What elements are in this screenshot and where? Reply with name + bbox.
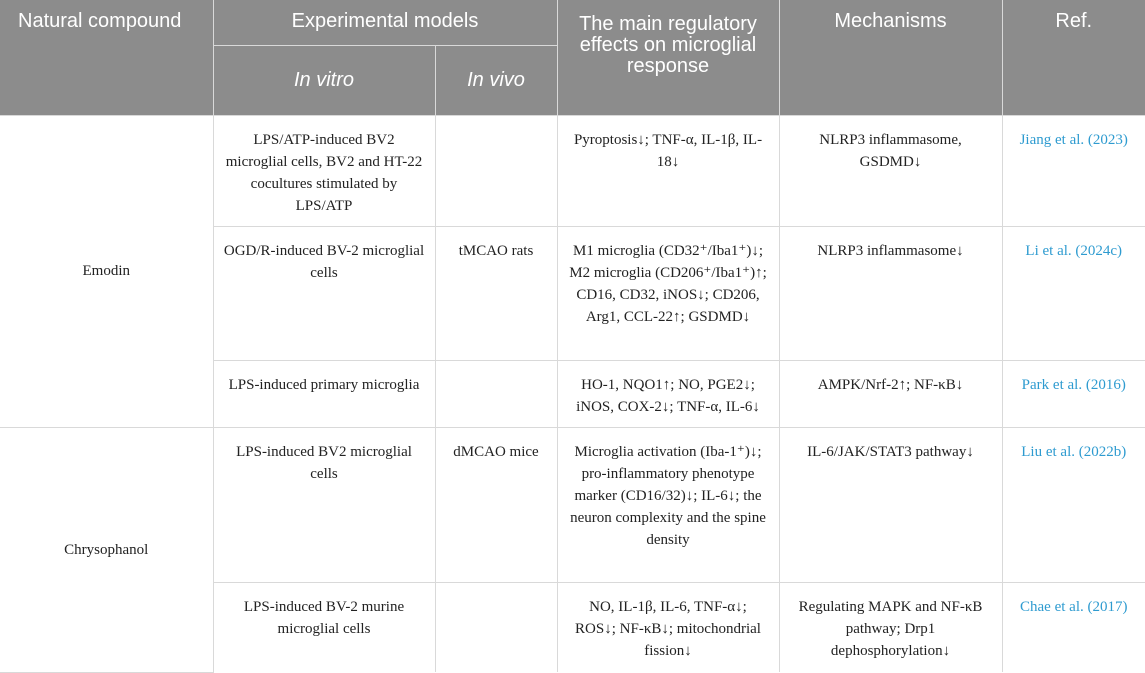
- in-vivo-cell: tMCAO rats: [435, 226, 557, 360]
- effects-cell: M1 microglia (CD32⁺/Iba1⁺)↓; M2 microglia (CD206⁺/Iba1⁺)↑; CD16, CD32, iNOS↓; CD206, Arg1, CCL-22↑; GSDMD↓: [557, 226, 779, 360]
- in-vitro-cell: OGD/R-induced BV-2 microglial cells: [213, 226, 435, 360]
- reference-link[interactable]: Liu et al. (2022b): [1002, 427, 1145, 582]
- reference-link[interactable]: Park et al. (2016): [1002, 360, 1145, 427]
- in-vitro-cell: LPS-induced BV-2 murine microglial cells: [213, 582, 435, 672]
- compound-name: Emodin: [0, 115, 213, 427]
- header-experimental-models: Experimental models: [213, 0, 557, 45]
- effects-cell: NO, IL-1β, IL-6, TNF-α↓; ROS↓; NF-κB↓; mitochondrial fission↓: [557, 582, 779, 672]
- header-in-vivo: In vivo: [435, 45, 557, 115]
- effects-cell: HO-1, NQO1↑; NO, PGE2↓; iNOS, COX-2↓; TNF-α, IL-6↓: [557, 360, 779, 427]
- header-main-effects: The main regulatory effects on microglial response: [557, 0, 779, 115]
- mechanisms-cell: IL-6/JAK/STAT3 pathway↓: [779, 427, 1002, 582]
- in-vitro-cell: LPS-induced BV2 microglial cells: [213, 427, 435, 582]
- in-vivo-cell: dMCAO mice: [435, 427, 557, 582]
- effects-cell: Pyroptosis↓; TNF-α, IL-1β, IL-18↓: [557, 115, 779, 226]
- reference-link[interactable]: Chae et al. (2017): [1020, 598, 1128, 615]
- header-ref: Ref.: [1002, 0, 1145, 115]
- table-row: [0, 115, 1145, 226]
- mechanisms-cell: NLRP3 inflammasome, GSDMD↓: [779, 115, 1002, 226]
- header-in-vitro: In vitro: [213, 45, 435, 115]
- reference-link[interactable]: Jiang et al. (2023): [1002, 115, 1145, 226]
- mechanisms-cell: NLRP3 inflammasome↓: [779, 226, 1002, 360]
- effects-cell: Microglia activation (Iba-1⁺)↓; pro-inflammatory phenotype marker (CD16/32)↓; IL-6↓; the neuron complexity and the spine density: [557, 427, 779, 582]
- in-vivo-cell: [435, 360, 557, 427]
- mechanisms-cell: AMPK/Nrf-2↑; NF-κB↓: [779, 360, 1002, 427]
- in-vitro-cell: LPS/ATP-induced BV2 microglial cells, BV2 and HT-22 cocultures stimulated by LPS/ATP: [213, 115, 435, 226]
- header-mechanisms: Mechanisms: [779, 0, 1002, 115]
- in-vitro-cell: LPS-induced primary microglia: [213, 360, 435, 427]
- table-row: [0, 427, 1145, 582]
- compound-name: Chrysophanol: [0, 427, 213, 672]
- mechanisms-cell: Regulating MAPK and NF-κB pathway; Drp1 dephosphorylation↓: [779, 582, 1002, 672]
- in-vivo-cell: [435, 115, 557, 226]
- reference-link[interactable]: Li et al. (2024c): [1002, 226, 1145, 360]
- header-natural-compound: Natural compound: [0, 0, 213, 115]
- in-vivo-cell: [435, 582, 557, 672]
